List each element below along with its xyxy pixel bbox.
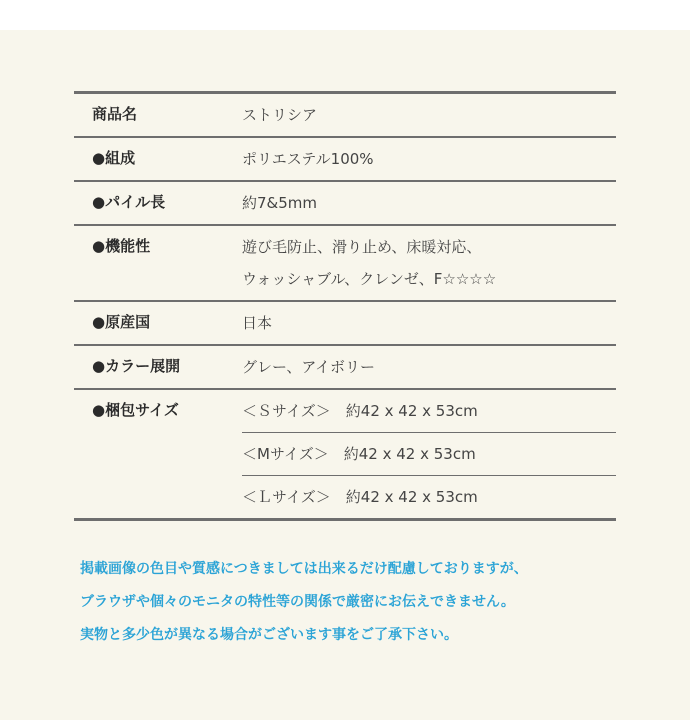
spec-value <box>242 182 616 224</box>
spec-row-origin <box>74 300 616 344</box>
disclaimer-line: 実物と多少色が異なる場合がございます事をご了承下さい。 <box>80 627 458 643</box>
spec-value-line: ポリエステル100% <box>242 150 374 168</box>
spec-value-line: ウォッシャブル、クレンゼ、F☆☆☆☆ <box>242 270 497 288</box>
color-disclaimer <box>80 553 660 652</box>
spec-label: 商品名 <box>92 105 138 123</box>
spec-label: ●機能性 <box>92 237 151 255</box>
package-size-list <box>242 390 616 518</box>
disclaimer-line: ブラウザや個々のモニタの特性等の関係で厳密にお伝えできません。 <box>80 594 515 610</box>
package-size-large: ＜Ｌサイズ＞ 約42 x 42 x 53cm <box>242 475 616 518</box>
spec-label: ●原産国 <box>92 313 151 331</box>
spec-value-line: ストリシア <box>242 106 318 124</box>
spec-table <box>74 91 616 521</box>
spec-row-colors <box>74 344 616 388</box>
spec-label: ●組成 <box>92 149 136 167</box>
spec-value <box>242 302 616 344</box>
spec-label: ●梱包サイズ <box>92 401 179 419</box>
spec-value-line: 遊び毛防止、滑り止め、床暖対応、 <box>242 238 482 256</box>
spec-value-line: グレー、アイボリー <box>242 358 376 376</box>
package-size-small: ＜Ｓサイズ＞ 約42 x 42 x 53cm <box>242 402 478 420</box>
spec-panel <box>0 30 690 720</box>
spec-value <box>242 138 616 180</box>
disclaimer-line: 掲載画像の色目や質感につきましては出来るだけ配慮しておりますが、 <box>80 561 528 577</box>
spec-value-line: 日本 <box>242 314 273 332</box>
spec-label: ●カラー展開 <box>92 357 181 375</box>
spec-row-pile-length <box>74 180 616 224</box>
spec-value-line: 約7&5mm <box>242 194 318 212</box>
spec-row-package-size <box>74 388 616 518</box>
spec-label: ●パイル長 <box>92 193 166 211</box>
spec-row-product-name <box>74 94 616 136</box>
spec-value <box>242 346 616 388</box>
spec-row-features <box>74 224 616 300</box>
spec-value <box>242 94 616 136</box>
spec-value <box>242 226 616 300</box>
spec-row-composition <box>74 136 616 180</box>
package-size-medium: ＜Mサイズ＞ 約42 x 42 x 53cm <box>242 432 616 475</box>
